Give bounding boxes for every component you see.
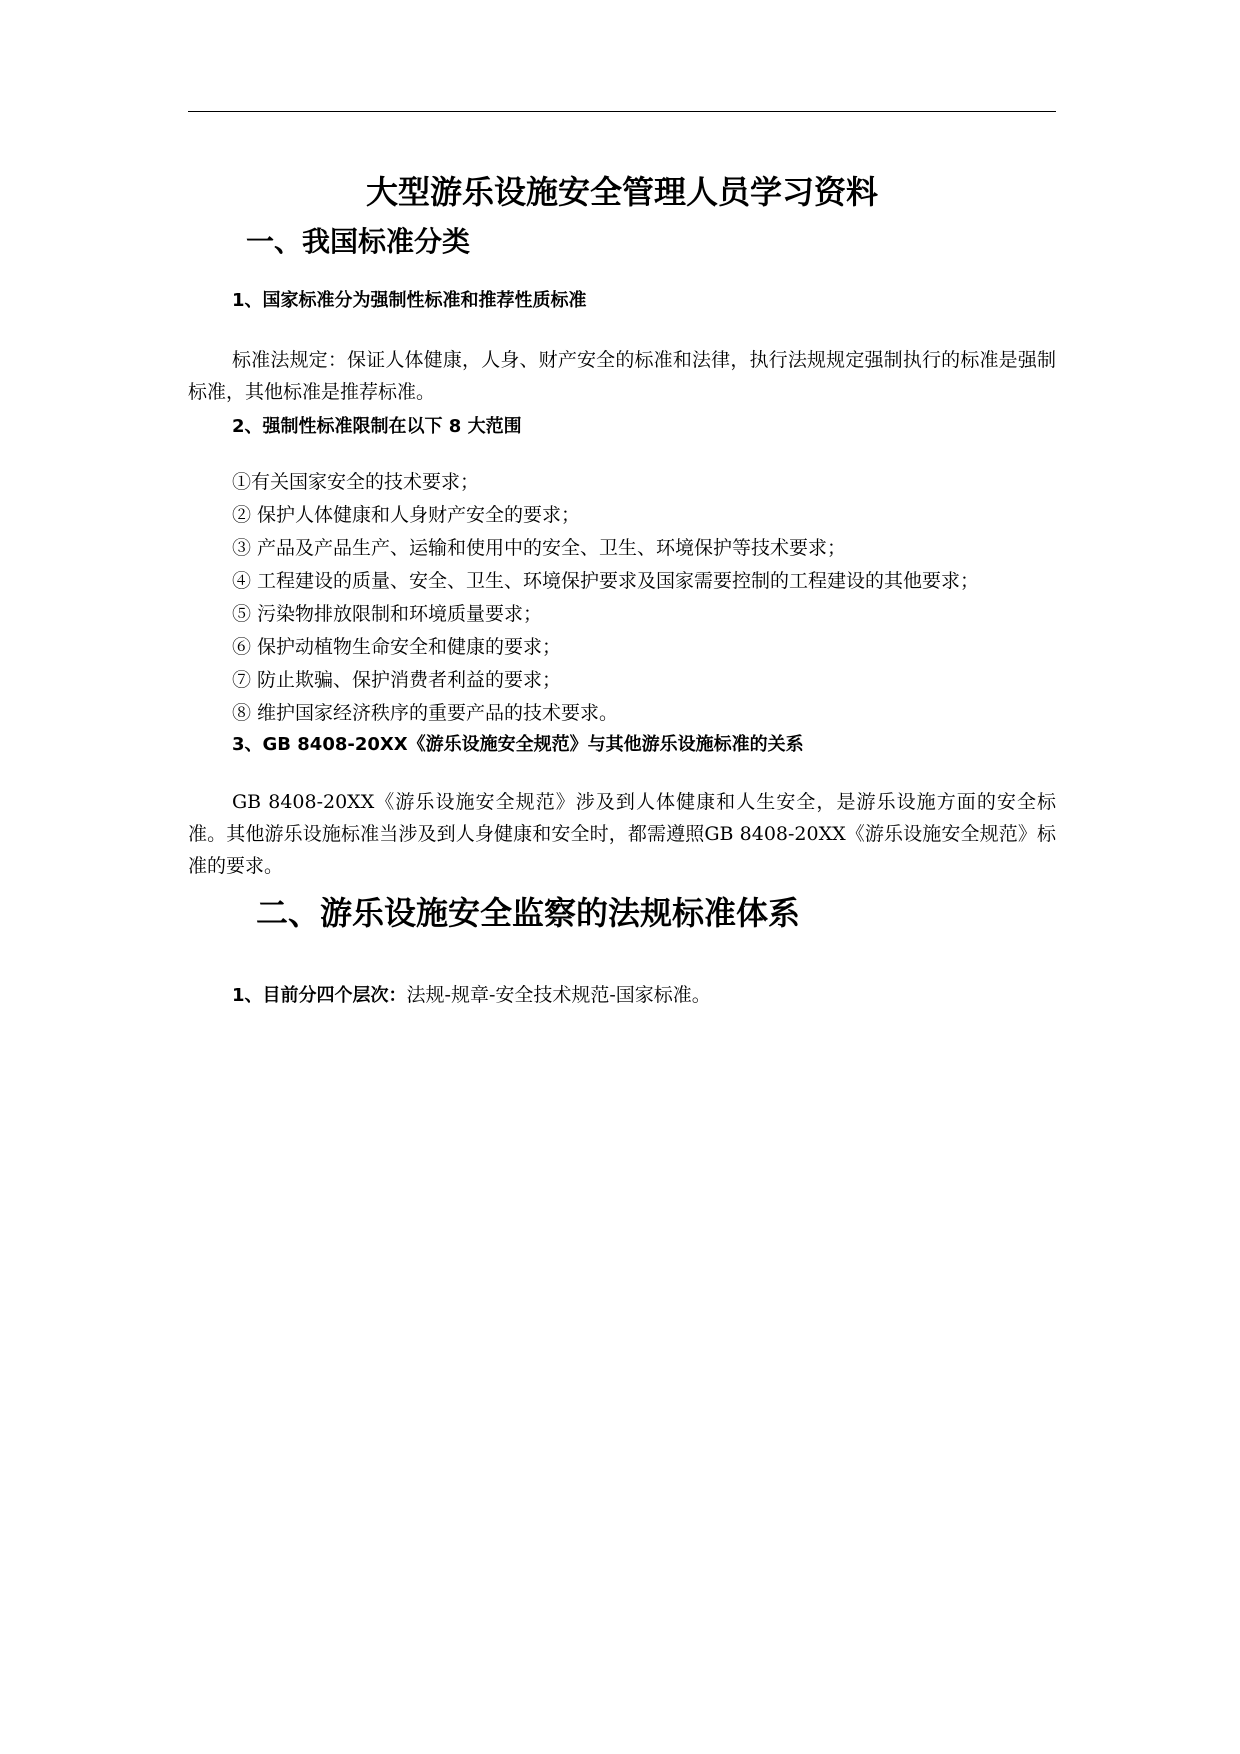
paragraph-2-1-text: 法规-规章-安全技术规范-国家标准。 — [406, 984, 711, 1006]
paragraph-2-1 — [232, 980, 711, 1011]
list-item: ⑥ 保护动植物生命安全和健康的要求； — [232, 636, 562, 658]
subheading-1-1: 1、国家标准分为强制性标准和推荐性质标准 — [232, 290, 587, 311]
list-item: ⑤ 污染物排放限制和环境质量要求； — [232, 603, 543, 625]
section-heading-1: 一、我国标准分类 — [246, 225, 471, 258]
list-item: ③ 产品及产品生产、运输和使用中的安全、卫生、环境保护等技术要求； — [232, 537, 847, 559]
list-item: ①有关国家安全的技术要求； — [232, 471, 480, 493]
paragraph-1-3: GB 8408-20XX《游乐设施安全规范》涉及到人体健康和人生安全，是游乐设施方面的安全标准。其他游乐设施标准当涉及到人身健康和安全时，都需遵照GB 8408-20XX《游乐设施安全规范》标准的要求。 — [188, 791, 1056, 877]
mandatory-scope-list — [232, 466, 979, 730]
subheading-1-2: 2、强制性标准限制在以下 8 大范围 — [232, 416, 522, 437]
list-item: ④ 工程建设的质量、安全、卫生、环境保护要求及国家需要控制的工程建设的其他要求； — [232, 570, 980, 592]
subheading-1-3: 3、GB 8408-20XX《游乐设施安全规范》与其他游乐设施标准的关系 — [232, 734, 804, 755]
list-item: ⑧ 维护国家经济秩序的重要产品的技术要求。 — [232, 702, 619, 724]
list-item: ⑦ 防止欺骗、保护消费者利益的要求； — [232, 669, 562, 691]
list-item: ② 保护人体健康和人身财产安全的要求； — [232, 504, 581, 526]
subheading-2-1-label: 1、目前分四个层次： — [232, 985, 407, 1006]
document-title: 大型游乐设施安全管理人员学习资料 — [365, 173, 878, 211]
paragraph-1-1: 标准法规定：保证人体健康，人身、财产安全的标准和法律，执行法规规定强制执行的标准是强制标准，其他标准是推荐标准。 — [188, 349, 1056, 403]
section-heading-2: 二、游乐设施安全监察的法规标准体系 — [256, 894, 801, 932]
header-rule — [188, 111, 1056, 112]
